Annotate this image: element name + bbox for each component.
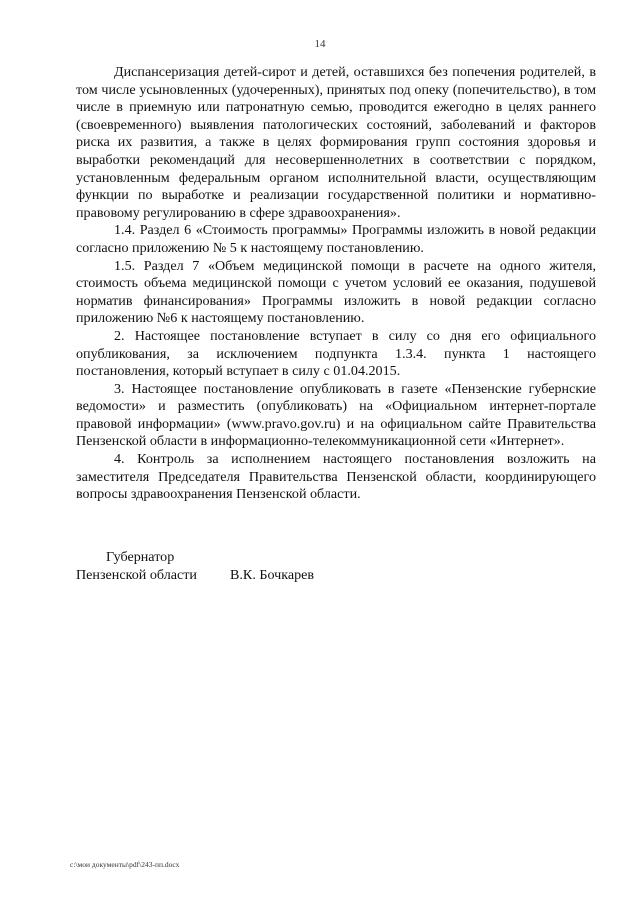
paragraph-4: 4. Контроль за исполнением настоящего постановления возложить на заместителя Председателя Правительства Пензенской области, координирующего вопросы здравоохранения Пензенской области. [76,451,596,503]
paragraph-2: 2. Настоящее постановление вступает в силу со дня его официального опубликования, за исключением подпункта 1.3.4. пункта 1 настоящего постановления, который вступает в силу с 01.04.2015. [76,327,596,380]
paragraph-dispensarization: Диспансеризация детей-сирот и детей, оставшихся без попечения родителей, в том числе усыновленных (удочеренных), принятых под опеку (попечительство), в том числе в приемную или патронатную семью, проводится ежегодно в целях раннего (своевременного) выявления патологических состояний, заболеваний и факторов риска их развития, а также в целях формирования групп состояния здоровья и выработки рекомендаций для несовершеннолетних в соответствии с порядком, установленным федеральным органом исполнительной власти, осуществляющим функции по выработке и реализации государственной политики и нормативно-правовому регулированию в сфере здравоохранения». [76,64,596,221]
signature-region: Пензенской области [76,567,197,583]
signature-name: В.К. Бочкарев [230,567,315,583]
signature-block [76,548,476,584]
page-number: 14 [314,38,326,50]
paragraph-3: 3. Настоящее постановление опубликовать в газете «Пензенские губернские ведомости» и разместить (опубликовать) на «Официальном интернет-портале правовой информации» (www.pravo.gov.ru) и на официальном сайте Правительства Пензенской области в информационно-телекоммуникационной сети «Интернет». [76,380,596,450]
paragraph-1-4: 1.4. Раздел 6 «Стоимость программы» Программы изложить в новой редакции согласно приложению № 5 к настоящему постановлению. [76,222,596,256]
signature-line [76,566,476,584]
document-body [76,64,596,504]
paragraph-1-5: 1.5. Раздел 7 «Объем медицинской помощи в расчете на одного жителя, стоимость объема медицинской помощи с учетом условий ее оказания, подушевой норматив финансирования» Программы изложить в новой редакции согласно приложению №6 к настоящему постановлению. [76,257,596,327]
footer-file-path: c:\мои документы\pdf\243-пп.docx [70,860,180,869]
signature-title: Губернатор [106,549,175,565]
